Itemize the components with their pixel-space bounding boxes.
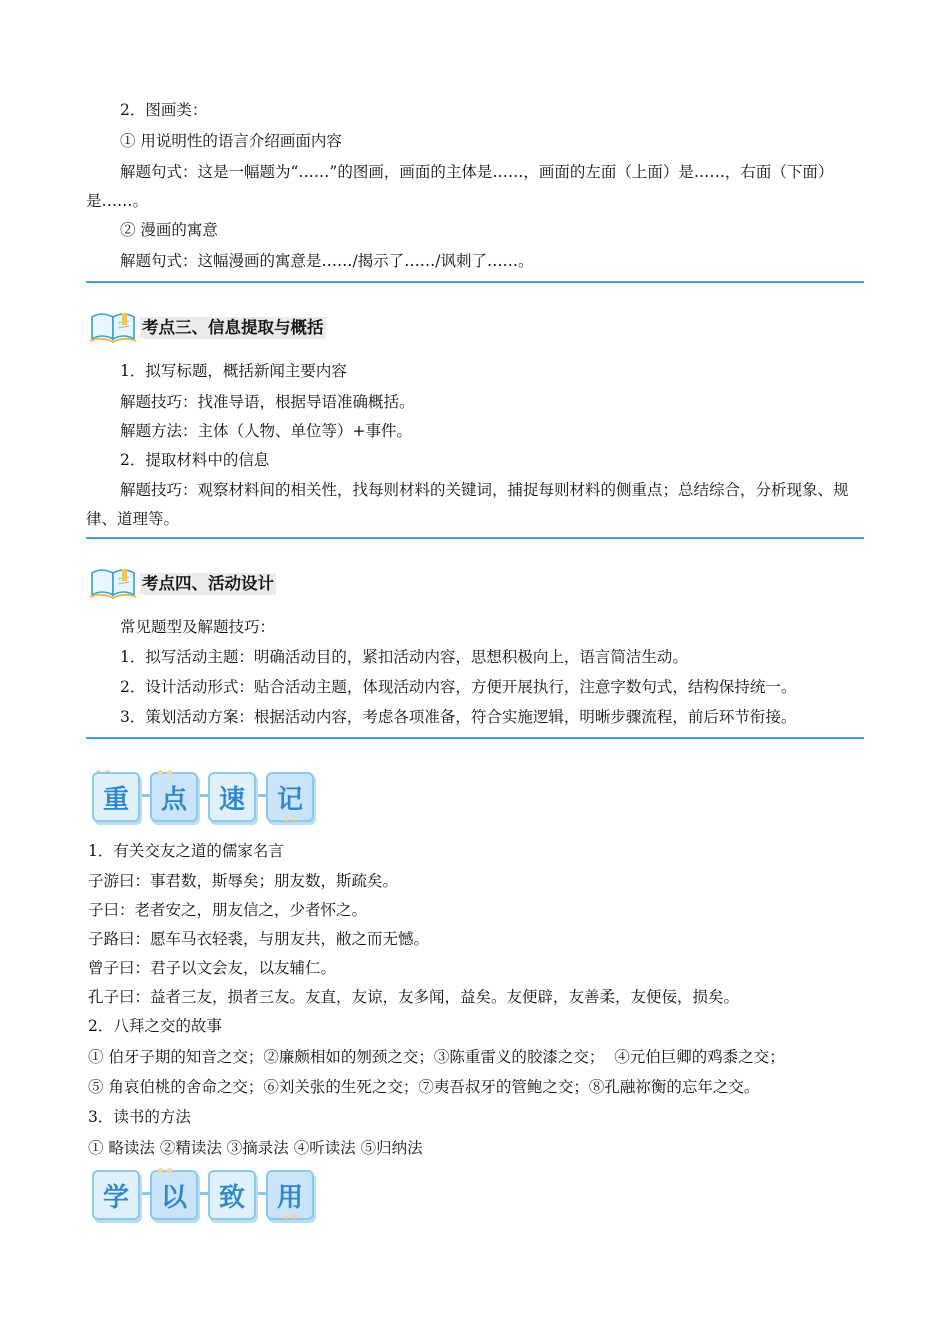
zhongdian-l3: 子曰：老者安之，朋友信之，少者怀之。 [88, 901, 368, 919]
banner-tile: 速 [208, 772, 256, 822]
banner-tile: 致 [208, 1170, 256, 1220]
kaodian3-p1: 1．拟写标题，概括新闻主要内容 [120, 362, 347, 380]
section-divider [86, 281, 864, 283]
banner-tile: 记 [266, 772, 314, 822]
zhongdian-l5: 曾子曰：君子以文会友，以友辅仁。 [88, 959, 337, 977]
zhongdian-l8: ① 伯牙子期的知音之交；②廉颇相如的刎颈之交；③陈重雷义的胶漆之交； ④元伯巨卿的鸡黍之交； [88, 1048, 785, 1066]
zhongdian-l11: ① 略读法 ②精读法 ③摘录法 ④听读法 ⑤归纳法 [88, 1139, 423, 1157]
zhongdian-l9: ⑤ 角哀伯桃的舍命之交；⑥刘关张的生死之交；⑦夷吾叔牙的管鲍之交；⑧孔融祢衡的忘年之交。 [88, 1078, 760, 1096]
kaodian3-p2: 解题技巧：找准导语，根据导语准确概括。 [120, 393, 415, 411]
section-divider [86, 737, 864, 739]
tuhua-pattern-2: 解题句式：这幅漫画的寓意是……/揭示了……/讽刺了……。 [120, 252, 534, 270]
kaodian3-p5: 解题技巧：观察材料间的相关性，找每则材料的关键词，捕捉每则材料的侧重点；总结综合，分析现象、规律、道理等。 [86, 481, 849, 528]
kaodian4-p1: 常见题型及解题技巧： [120, 618, 276, 636]
zhongdian-l1: 1．有关交友之道的儒家名言 [88, 842, 284, 860]
kaodian4-p3: 2．设计活动形式：贴合活动主题，体现活动内容，方便开展执行，注意字数句式，结构保持统一。 [120, 678, 797, 696]
kaodian3-p4: 2．提取材料中的信息 [120, 451, 270, 469]
banner-tile: 重 [92, 772, 140, 822]
open-book-icon [88, 311, 138, 345]
tuhua-item-2: ② 漫画的寓意 [120, 221, 218, 239]
banner-tile: 点 [150, 772, 198, 822]
zhongdian-l7: 2．八拜之交的故事 [88, 1017, 222, 1035]
zhongdian-l6: 孔子曰：益者三友，损者三友。友直，友谅，友多闻，益矣。友便辟，友善柔，友便佞，损矣。 [88, 988, 740, 1006]
zhongdian-l4: 子路曰：愿车马衣轻裘，与朋友共，敝之而无憾。 [88, 930, 430, 948]
kaodian4-title: 考点四、活动设计 [142, 574, 274, 593]
open-book-icon [88, 567, 138, 601]
kaodian4-header [86, 563, 586, 603]
kaodian3-title: 考点三、信息提取与概括 [142, 318, 324, 337]
kaodian3-header [86, 307, 586, 347]
banner-xue-yi-zhi-yong [88, 1166, 328, 1224]
kaodian4-p2: 1．拟写活动主题：明确活动目的，紧扣活动内容，思想积极向上，语言简洁生动。 [120, 648, 688, 666]
banner-tile: 学 [92, 1170, 140, 1220]
tuhua-item-1: ① 用说明性的语言介绍画面内容 [120, 132, 342, 150]
banner-tile: 用 [266, 1170, 314, 1220]
tuhua-pattern-1: 解题句式：这是一幅题为“……”的图画，画面的主体是……，画面的左面（上面）是……，右面（下面）是……。 [86, 163, 834, 210]
zhongdian-l10: 3．读书的方法 [88, 1108, 191, 1126]
decor-dots [158, 1168, 172, 1174]
section-divider [86, 537, 864, 539]
kaodian3-p3: 解题方法：主体（人物、单位等）+事件。 [120, 422, 412, 440]
banner-zhongdian-suji [88, 768, 328, 826]
decor-dots [284, 1214, 298, 1220]
decor-dots [284, 816, 298, 822]
zhongdian-l2: 子游曰：事君数，斯辱矣；朋友数，斯疏矣。 [88, 872, 399, 890]
tuhua-heading: 2．图画类： [120, 101, 208, 119]
decor-dots [158, 770, 172, 776]
banner-tile: 以 [150, 1170, 198, 1220]
kaodian4-p4: 3．策划活动方案：根据活动内容，考虑各项准备，符合实施逻辑，明晰步骤流程，前后环节衔接。 [120, 708, 797, 726]
